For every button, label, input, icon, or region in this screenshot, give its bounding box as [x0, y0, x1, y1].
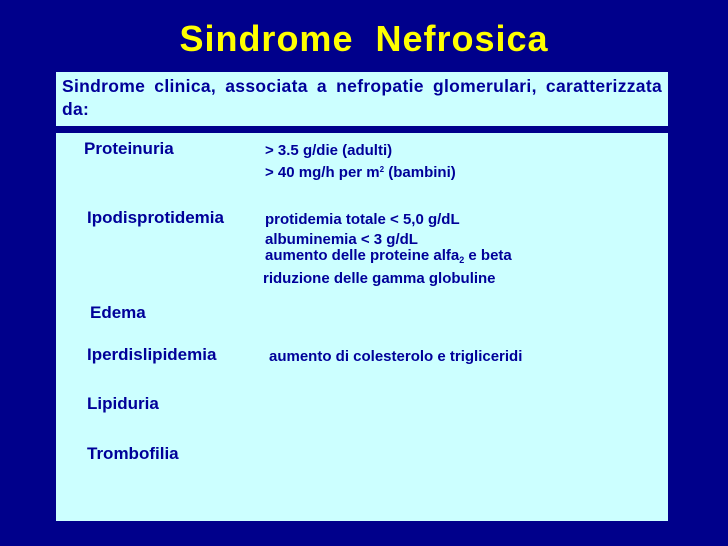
proteinuria-child-value [265, 164, 456, 181]
lipiduria-label: Lipiduria [87, 394, 159, 413]
intro-text: Sindrome clinica, associata a nefropatie glomerulari, caratterizzata da: [62, 76, 662, 119]
superscript-2: 2 [379, 165, 385, 174]
content-box [56, 133, 668, 521]
alfa-beta-text: aumento delle proteine alfa [265, 247, 460, 264]
edema-label: Edema [90, 303, 146, 322]
trombofilia-label: Trombofilia [87, 444, 179, 463]
slide-title: Sindrome Nefrosica [179, 18, 549, 59]
proteinuria-child-suffix: (bambini) [384, 164, 456, 181]
colesterolo-value: aumento di colesterolo e trigliceridi [269, 348, 523, 365]
proteinuria-adult-value: > 3.5 g/die (adulti) [265, 142, 393, 159]
iperdislipidemia-label: Iperdislipidemia [87, 345, 217, 364]
albuminemia-value: albuminemia < 3 g/dL [265, 231, 418, 248]
alfa-beta-suffix: e beta [464, 247, 512, 264]
subscript-2: 2 [459, 255, 465, 265]
intro-box [56, 72, 668, 126]
alfa-beta-value [265, 247, 512, 265]
gamma-globuline-value: riduzione delle gamma globuline [263, 270, 496, 287]
proteinuria-label: Proteinuria [84, 139, 174, 158]
ipodisprotidemia-label: Ipodisprotidemia [87, 208, 224, 227]
proteinuria-child-text: > 40 mg/h per m [265, 164, 380, 181]
protidemia-value: protidemia totale < 5,0 g/dL [265, 211, 460, 228]
